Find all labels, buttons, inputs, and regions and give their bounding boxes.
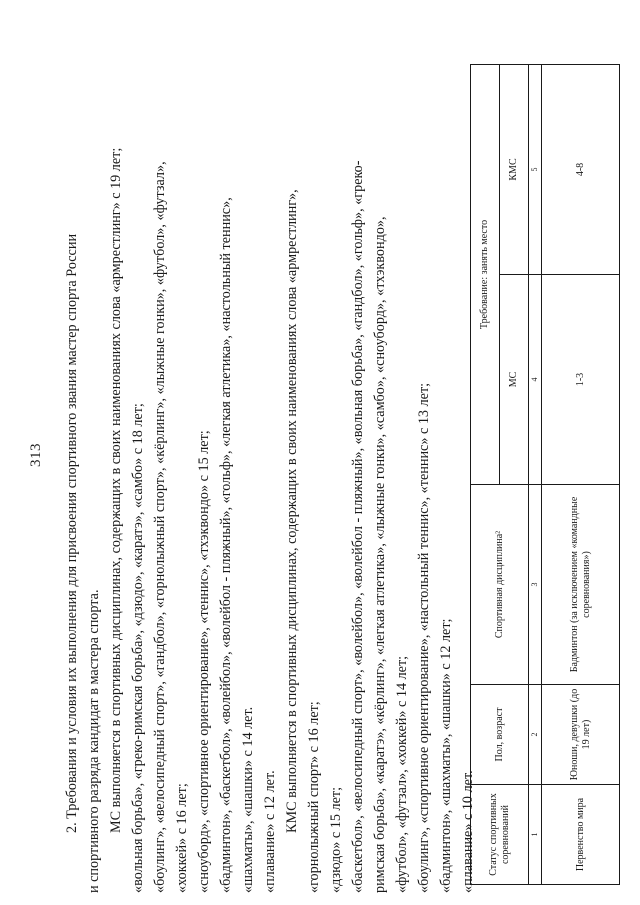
cell-status: Первенство мира xyxy=(542,785,620,885)
text-line: «футбол», «футзал», «хоккей» с 14 лет; xyxy=(394,655,410,893)
text-line: «бадминтон», «шахматы», «шашки» с 12 лет; xyxy=(438,618,454,893)
cell-kms: 4-8 xyxy=(542,64,620,274)
section-heading-line: и спортивного разряда кандидат в мастера спорта. xyxy=(86,589,102,893)
column-number: 1 xyxy=(529,785,542,885)
text-line: «сноуборд», «спортивное ориентирование», «теннис», «тхэквондо» с 15 лет; xyxy=(196,430,212,893)
header-ms: МС xyxy=(500,275,529,485)
text-line: КМС выполняется в спортивных дисциплинах, содержащих в своих наименованиях слова «армрестлинг», xyxy=(284,189,300,833)
header-discipline: Спортивная дисциплина² xyxy=(471,485,529,685)
section-heading-line: 2. Требования и условия их выполнения для присвоения спортивного звания мастер спорта России xyxy=(64,233,80,833)
header-status: Статус спортивных соревнований xyxy=(471,785,529,885)
table-row xyxy=(542,64,620,884)
cell-gender-age: Юноши, девушки (до 19 лет) xyxy=(542,685,620,785)
text-line: «горнолыжный спорт» с 16 лет; xyxy=(306,701,322,893)
table-header-row xyxy=(471,64,500,884)
text-line: «хоккей» с 16 лет; xyxy=(174,783,190,893)
requirements-table xyxy=(470,64,620,885)
text-line: «плавание» с 12 лет. xyxy=(262,770,278,893)
cell-ms: 1-3 xyxy=(542,275,620,485)
text-line: «шахматы», «шашки» с 14 лет. xyxy=(240,706,256,893)
column-number: 5 xyxy=(529,64,542,274)
text-line: «бадминтон», «баскетбол», «волейбол», «волейбол - пляжный», «гольф», «легкая атлетика», «настольный теннис», xyxy=(218,197,234,893)
text-line: «дзюдо» с 15 лет; xyxy=(328,786,344,893)
text-line: «вольная борьба», «греко-римская борьба», «дзюдо», «каратэ», «самбо» с 18 лет; xyxy=(130,403,146,893)
column-number: 4 xyxy=(529,275,542,485)
text-line: «боулинг», «велосипедный спорт», «гандбол», «горнолыжный спорт», «кёрлинг», «лыжные гонки», «футбол», «футзал», xyxy=(152,161,168,893)
text-line: римская борьба», «каратэ», «кёрлинг», «легкая атлетика», «лыжные гонки», «самбо», «сноуборд», «тхэквондо», xyxy=(372,216,388,893)
header-requirement: Требование: занять место xyxy=(471,64,500,484)
text-line: МС выполняется в спортивных дисциплинах, содержащих в своих наименованиях слова «армрестлинг» с 19 лет; xyxy=(108,147,124,833)
column-number: 2 xyxy=(529,685,542,785)
header-gender-age: Пол, возраст xyxy=(471,685,529,785)
cell-discipline: Бадминтон (за исключением «командные соревнования») xyxy=(542,485,620,685)
header-kms: КМС xyxy=(500,64,529,274)
column-number-row xyxy=(529,64,542,884)
column-number: 3 xyxy=(529,485,542,685)
page-number: 313 xyxy=(28,443,44,467)
text-line: «баскетбол», «велосипедный спорт», «волейбол», «волейбол - пляжный», «вольная борьба», «гандбол», «гольф», «греко- xyxy=(350,160,366,893)
text-line: «боулинг», «спортивное ориентирование», «настольный теннис», «теннис» с 13 лет; xyxy=(416,382,432,893)
text-line: «плавание» с 10 лет. xyxy=(460,770,476,893)
